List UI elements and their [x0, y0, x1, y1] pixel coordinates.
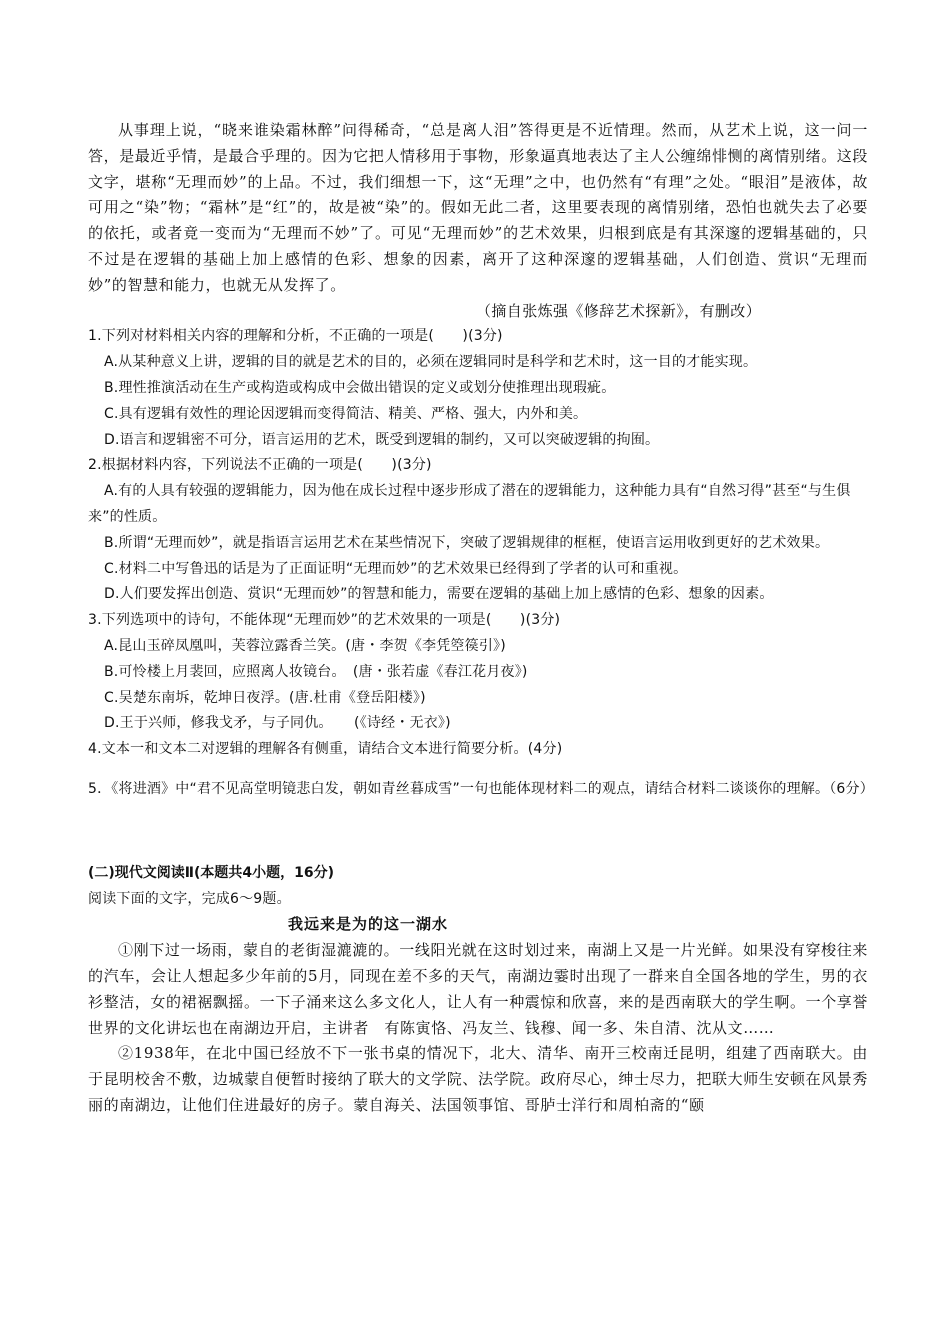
- option-b: B.可怜楼上月裴回，应照离人妆镜台。 (唐・张若虚《春江花月夜》): [104, 663, 528, 680]
- option-c: C.具有逻辑有效性的理论因逻辑而变得简洁、精美、严格、强大，内外和美。: [104, 405, 588, 422]
- question-3: [88, 608, 868, 737]
- question-stem: 3.下列选项中的诗句，不能体现“无理而妙”的艺术效果的一项是( )(3分): [88, 612, 561, 629]
- option-a: A.昆山玉碎凤凰叫，芙蓉泣露香兰笑。(唐・李贺《李凭箜篌引》): [104, 637, 506, 654]
- option-b: B.理性推演活动在生产或构造或构成中会做出错误的定义或划分使推理出现瑕疵。: [104, 379, 616, 396]
- option-d: D.王于兴师，修我戈矛，与子同仇。 (《诗经・无衣》): [104, 715, 451, 732]
- question-4: [88, 737, 868, 763]
- question-stem: 1.下列对材料相关内容的理解和分析，不正确的一项是( )(3分): [88, 328, 503, 345]
- question-2: [88, 453, 868, 608]
- option-c: C.吴楚东南坼，乾坤日夜浮。(唐.杜甫《登岳阳楼》): [104, 689, 426, 706]
- option-d: D.语言和逻辑密不可分，语言运用的艺术，既受到逻辑的制约，又可以突破逻辑的拘囿。: [104, 431, 660, 448]
- question-stem: 4.文本一和文本二对逻辑的理解各有侧重，请结合文本进行简要分析。(4分): [88, 741, 563, 758]
- option-a: A.有的人具有较强的逻辑能力，因为他在成长过程中逐步形成了潜在的逻辑能力，这种能力具有“自然习得”甚至“与生俱来”的性质。: [88, 483, 851, 525]
- option-d: D.人们要发挥出创造、赏识“无理而妙”的智慧和能力，需要在逻辑的基础上加上感情的色彩、想象的因素。: [104, 586, 774, 603]
- passage-closing-paragraph: 从事理上说，“晓来谁染霜林醉”问得稀奇，“总是离人泪”答得更是不近情理。然而，从艺术上说，这一问一答，是最近乎情，是最合乎理的。因为它把人情移用于事物，形象逼真地表达了主人公缠绵悱恻的离情别绪。这段文字，堪称“无理而妙”的上品。不过，我们细想一下，这“无理”之中，也仍然有“有理”之处。“眼泪”是液体，故可用之“染”物；“霜林”是“红”的，故是被“染”的。假如无此二者，这里要表现的离情别绪，恐怕也就失去了必要的依托，或者竟一变而为“无理而不妙”了。可见“无理而妙”的艺术效果，归根到底是有其深邃的逻辑基础的，只不过是在逻辑的基础上加上感情的色彩、想象的因素，离开了这种深邃的逻辑基础，人们创造、赏识“无理而妙”的智慧和能力，也就无从发挥了。: [88, 121, 869, 294]
- section-instruction: 阅读下面的文字，完成6～9题。: [88, 890, 291, 907]
- question-stem: 2.根据材料内容，下列说法不正确的一项是( )(3分): [88, 457, 432, 474]
- article-paragraph-1: ①刚下过一场雨，蒙自的老街湿漉漉的。一线阳光就在这时划过来，南湖上又是一片光鲜。如果没有穿梭往来的汽车，会让人想起多少年前的5月，同现在差不多的天气，南湖边霎时出现了一群来自全国各地的学生，男的衣衫整洁，女的裙裾飘摇。一下子涌来这么多文化人，让人有一种震惊和欣喜，来的是西南联大的学生啊。一个享誉世界的文化讲坛也在南湖边开启，主讲者 有陈寅恪、冯友兰、钱穆、闻一多、朱自清、沈从文……: [88, 941, 869, 1037]
- option-a: A.从某种意义上讲，逻辑的目的就是艺术的目的，必须在逻辑同时是科学和艺术时，这一目的才能实现。: [104, 354, 758, 371]
- article-paragraph-2: ②1938年，在北中国已经放不下一张书桌的情况下，北大、清华、南开三校南迁昆明，组建了西南联大。由于昆明校舍不敷，边城蒙自便暂时接纳了联大的文学院、法学院。政府尽心，绅士尽力，把联大师生安顿在风景秀丽的南湖边，让他们住进最好的房子。蒙自海关、法国领事馆、哥胪士洋行和周柏斋的“颐: [88, 1044, 869, 1114]
- article-title: 我远来是为的这一湖水: [288, 915, 449, 934]
- option-b: B.所谓“无理而妙”，就是指语言运用艺术在某些情况下，突破了逻辑规律的框框，使语言运用收到更好的艺术效果。: [104, 534, 830, 551]
- passage-source: （摘自张炼强《修辞艺术探新》，有删改）: [476, 301, 762, 320]
- question-1: [88, 324, 868, 453]
- document-page: [88, 118, 874, 1119]
- section-heading: (二)现代文阅读Ⅱ(本题共4小题，16分): [88, 864, 335, 881]
- option-c: C.材料二中写鲁迅的话是为了正面证明“无理而妙”的艺术效果已经得到了学者的认可和重视。: [104, 560, 688, 577]
- question-5: 5．《将进酒》中“君不见高堂明镜悲白发，朝如青丝暮成雪”一句也能体现材料二的观点，请结合材料二谈谈你的理解。（6分）: [88, 780, 874, 797]
